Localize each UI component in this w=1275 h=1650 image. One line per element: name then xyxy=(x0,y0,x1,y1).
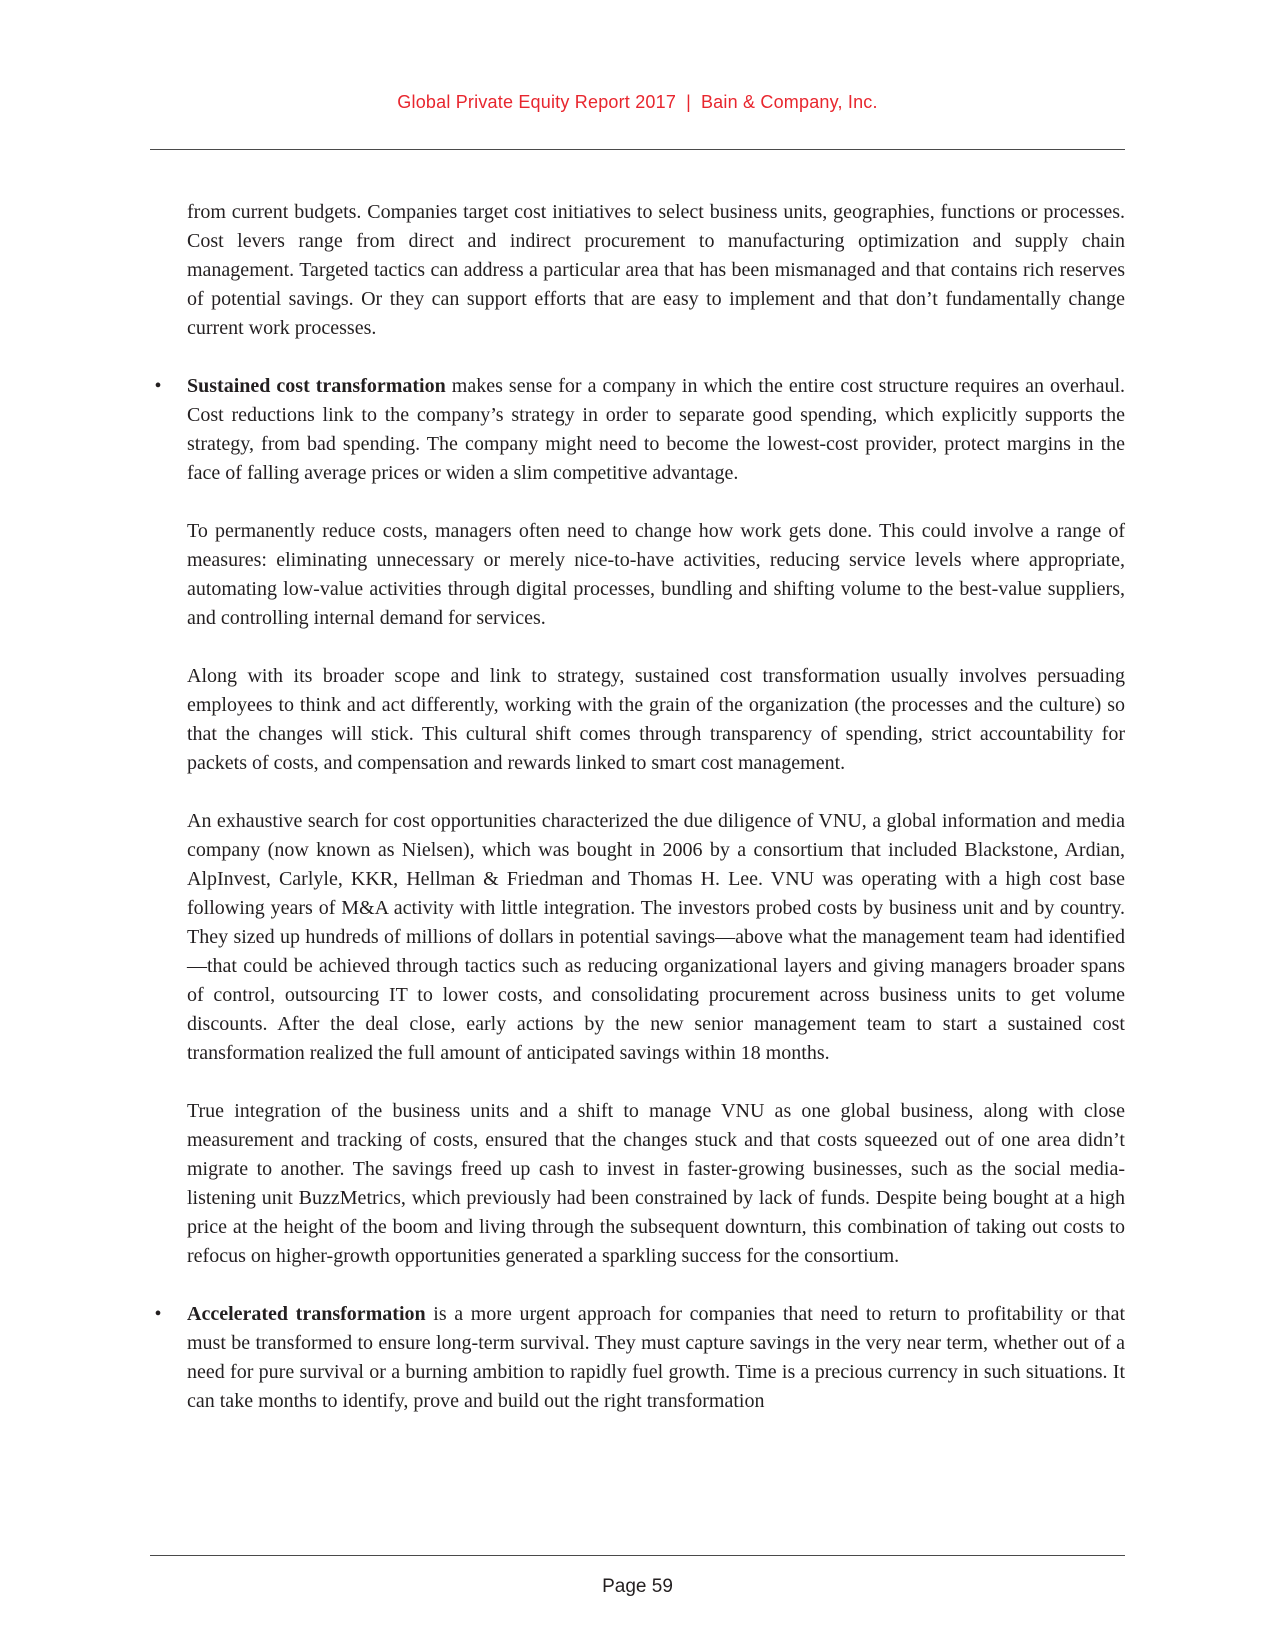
running-header xyxy=(0,92,1275,113)
page-number: Page 59 xyxy=(602,1576,673,1597)
bullet-icon: • xyxy=(154,1303,162,1325)
paragraph-intro: from current budgets. Companies target cost initiatives to select business units, geographies, functions or processes. Cost levers range from direct and indirect procurement to manufacturing optimization and supply chain management. Targeted tactics can address a particular area that has been mismanaged and that contains rich reserves of potential savings. Or they can support efforts that are easy to implement and that don’t fundamentally change current work processes. xyxy=(187,201,1125,339)
paragraph-true-integration: True integration of the business units and a shift to manage VNU as one global business, along with close measurement and tracking of costs, ensured that the changes stuck and that costs squeezed out of one area didn’t migrate to another. The savings freed up cash to invest in faster-growing businesses, such as the social media-listening unit BuzzMetrics, which previously had been constrained by lack of funds. Despite being bought at a high price at the height of the boom and living through the subsequent downturn, this combination of taking out costs to refocus on higher-growth opportunities generated a sparkling success for the consortium. xyxy=(187,1100,1125,1267)
sustained-text: makes sense for a company in which the entire cost structure requires an overhaul. Cost reductions link to the company’s strategy in order to separate good spending, which explicitly supports the strategy, from bad spending. The company might need to become the lowest-cost provider, protect margins in the face of falling average prices or widen a slim competitive advantage. xyxy=(187,375,1126,484)
bullet-accelerated xyxy=(154,1300,1125,1416)
paragraph-vnu: An exhaustive search for cost opportunities characterized the due diligence of VNU, a global information and media company (now known as Nielsen), which was bought in 2006 by a consortium that included Blackstone, Ardian, AlpInvest, Carlyle, KKR, Hellman & Friedman and Thomas H. Lee. VNU was operating with a high cost base following years of M&A activity with little integration. The investors probed costs by business unit and by country. They sized up hundreds of millions of dollars in potential savings—above what the management team had identified—that could be achieved through tactics such as reducing organizational layers and giving managers broader spans of control, outsourcing IT to lower costs, and consolidating procurement across business units to get volume discounts. After the deal close, early actions by the new senior management team to start a sustained cost transformation realized the full amount of anticipated savings within 18 months. xyxy=(187,810,1125,1064)
report-title: Global Private Equity Report 2017 xyxy=(397,92,677,112)
body-text xyxy=(154,198,1126,1416)
paragraph-permanent: To permanently reduce costs, managers often need to change how work gets done. This could involve a range of measures: eliminating unnecessary or merely nice-to-have activities, reducing service levels where appropriate, automating low-value activities through digital processes, bundling and shifting volume to the best-value suppliers, and controlling internal demand for services. xyxy=(187,520,1125,629)
header-separator: | xyxy=(686,92,691,112)
footer-rule xyxy=(150,1555,1125,1556)
bullet-sustained xyxy=(154,372,1126,488)
header-rule xyxy=(150,149,1125,150)
paragraph-along: Along with its broader scope and link to strategy, sustained cost transformation usually involves persuading employees to think and act differently, working with the grain of the organization (the processes and the culture) so that the changes will stick. This cultural shift comes through transparency of spending, strict accountability for packets of costs, and compensation and rewards linked to smart cost management. xyxy=(187,665,1125,774)
sustained-lead: Sustained cost transformation xyxy=(187,375,446,397)
bullet-icon: • xyxy=(154,375,162,397)
accelerated-text: is a more urgent approach for companies that need to return to profitability or that must be transformed to ensure long-term survival. They must capture savings in the very near term, whether out of a need for pure survival or a burning ambition to rapidly fuel growth. Time is a precious currency in such situations. It can take months to identify, prove and build out the right transformation xyxy=(187,1303,1125,1412)
company-name: Bain & Company, Inc. xyxy=(700,92,878,112)
accelerated-lead: Accelerated transformation xyxy=(187,1303,426,1325)
